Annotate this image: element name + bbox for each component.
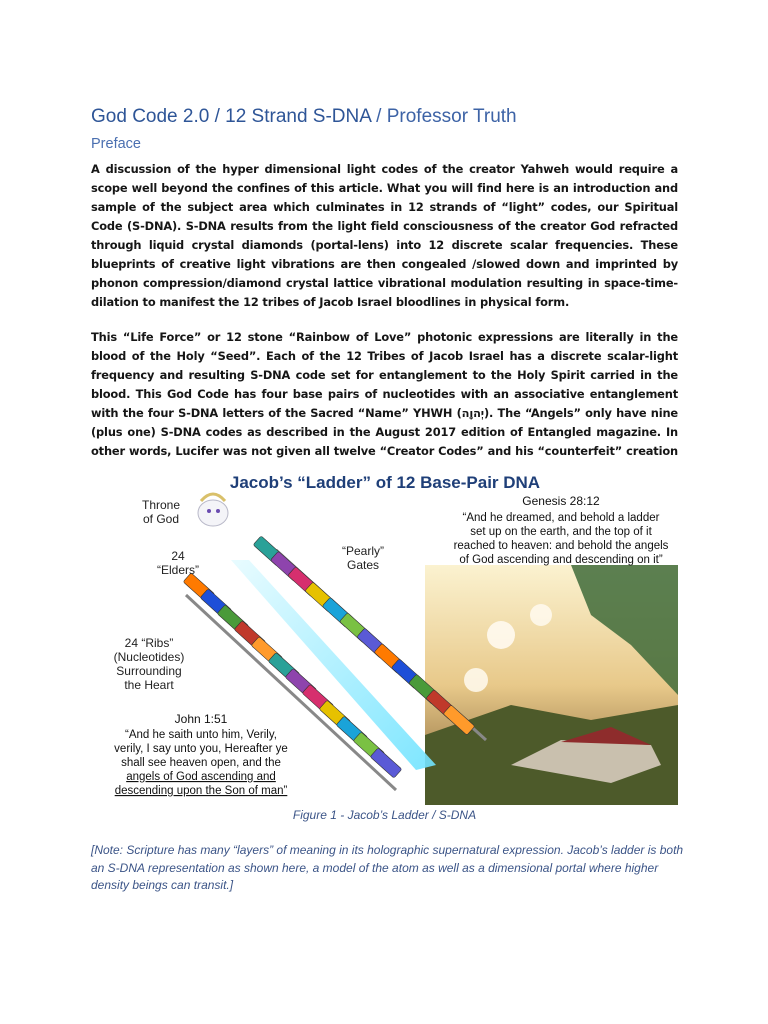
figure-title: Jacob’s “Ladder” of 12 Base-Pair DNA (229, 473, 541, 492)
john-line-3: shall see heaven open, and the (121, 757, 281, 769)
genesis-line-3: reached to heaven: and behold the angels (453, 540, 669, 552)
pearly-label-2: Gates (346, 558, 380, 572)
title-author: / Professor Truth (376, 106, 517, 127)
page-title (91, 106, 711, 128)
paragraph-1: A discussion of the hyper dimensional light codes of the creator Yahweh would require a scope well beyond the confines of this article. What you will find here is an introduction and sample of the subject area which culminates in 12 strands of “light” codes, our Spiritual Code (S-DNA). S-DNA results from the light field consciousness of the creator God refracted through liquid crystal diamonds (portal-lens) into 12 discrete scalar frequencies. These blueprints of creative light vibrations are then congealed /slowed down and imprinted by phonon compression/diamond crystal lattice vibrational modulation resulting in space-time-dilation to manifest the 12 tribes of Jacob Israel bloodlines in physical form. (91, 162, 678, 309)
pearly-label-1: “Pearly” (341, 544, 385, 558)
john-line-4: angels of God ascending and (126, 771, 276, 783)
throne-label-1: Throne (141, 498, 181, 512)
scripture-note: [Note: Scripture has many “layers” of meaning in its holographic supernatural expression. Jacob’s ladder is both an S-DNA representation as shown here, a model of the atom as well as a dimensional portal where higher density beings can transit.] (91, 843, 684, 892)
elders-label-1: 24 (171, 549, 185, 563)
john-reference: John 1:51 (174, 712, 228, 726)
john-line-1: “And he saith unto him, Verily, (125, 729, 277, 741)
genesis-line-4: of God ascending and descending on it” (459, 554, 663, 566)
elders-label-2: “Elders” (156, 563, 200, 577)
genesis-line-1: “And he dreamed, and behold a ladder (462, 512, 660, 524)
throne-label-2: of God (142, 512, 180, 526)
ribs-label-1: 24 “Ribs” (124, 636, 174, 650)
ribs-label-2: (Nucleotides) (113, 650, 185, 664)
genesis-line-2: set up on the earth, and the top of it (470, 526, 652, 538)
jacobs-ladder-figure (91, 465, 678, 805)
genesis-reference: Genesis 28:12 (522, 494, 600, 508)
ribs-label-4: the Heart (124, 678, 174, 692)
jacob-dream-painting (425, 565, 678, 805)
paragraph-2: This “Life Force” or 12 stone “Rainbow of Love” photonic expressions are literally in the blood of the Holy “Seed”. Each of the 12 Tribes of Jacob Israel has a discrete scalar-light frequency and resulting S-DNA code set for entanglement to the Holy Spirit carried in the blood. This God Code has four base pairs of nucleotides with an associative entanglement with the four S-DNA letters of the Sacred “Name” YHWH (יְהוָה). The “Angels” only have nine (plus one) S-DNA codes as described in the August 2017 edition of Entangled magazine. In other words, Lucifer was not given all twelve “Creator Codes” and his “counterfeit” creation (91, 330, 679, 458)
john-line-2: verily, I say unto you, Hereafter ye (114, 743, 288, 755)
section-heading: Preface (91, 136, 141, 152)
title-main: God Code 2.0 / 12 Strand S-DNA (91, 106, 371, 127)
john-line-5: descending upon the Son of man” (114, 785, 288, 797)
ribs-label-3: Surrounding (116, 664, 182, 678)
figure-caption: Figure 1 - Jacob’s Ladder / S-DNA (292, 808, 477, 822)
